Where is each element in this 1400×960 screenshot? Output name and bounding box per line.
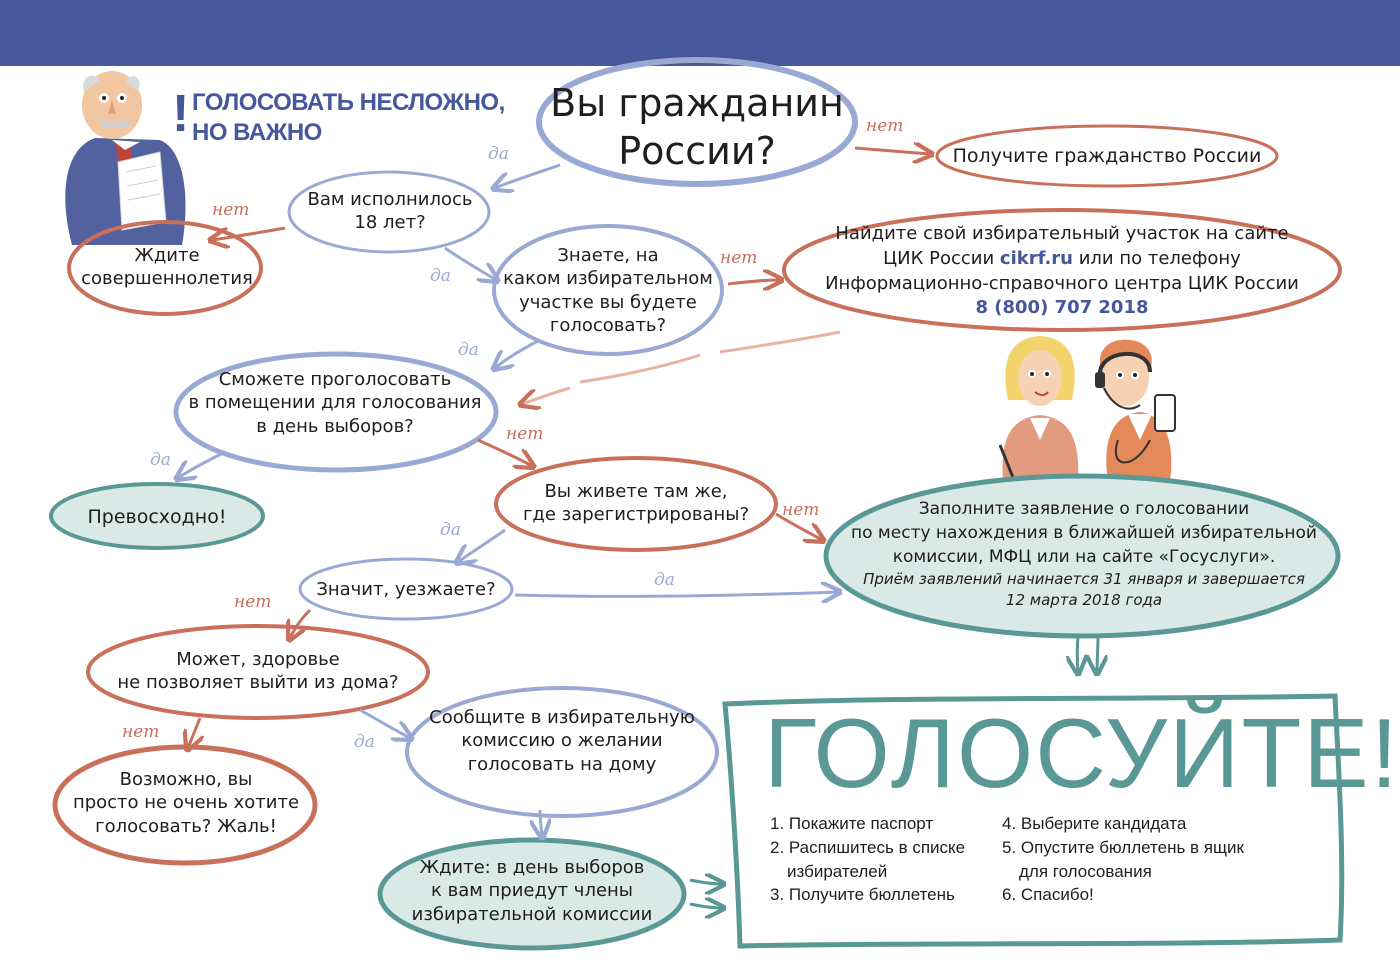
question-premises-line3: в день выборов? [256, 415, 414, 437]
question-premises-line2: в помещении для голосования [188, 392, 482, 414]
question-citizen [545, 80, 849, 175]
answer-find-station-line3: Информационно-справочного центра ЦИК России [825, 272, 1299, 294]
answer-tell-commission-line1: Сообщите в избирательную [429, 707, 695, 728]
answer-wait-members-line3: избирательной комиссии [411, 903, 653, 925]
question-residence-line1: Вы живете там же, [544, 481, 728, 502]
arrow-wait-to-vote-2 [690, 904, 722, 908]
question-premises-line1: Сможете проголосовать [218, 369, 452, 390]
arrow-station-no [728, 280, 780, 284]
answer-application-line1: Заполните заявление о голосовании [918, 499, 1250, 519]
vote-step-2: 2. Распишитесь в списке [770, 837, 966, 857]
question-citizen-line1: Вы гражданин [550, 81, 844, 125]
question-age-line2: 18 лет? [354, 212, 426, 234]
vote-step-5-cont: для голосования [1019, 861, 1152, 881]
answer-wait-adult-line2: совершеннолетия [81, 268, 253, 290]
question-citizen-line2: России? [618, 128, 776, 173]
arrow-leaving-no [290, 610, 310, 638]
headline-exclamation: ! [172, 85, 190, 143]
cikrf-site-link[interactable]: cikrf.ru [999, 247, 1073, 269]
answer-excellent: Превосходно! [87, 506, 227, 528]
question-residence-line2: где зарегистрированы? [522, 504, 750, 526]
arrow-age-yes [445, 248, 496, 280]
answer-wait-members-line1: Ждите: в день выборов [419, 857, 645, 878]
vote-step-1: 1. Покажите паспорт [770, 814, 934, 833]
answer-find-station [800, 222, 1324, 321]
answer-not-want-line2: просто не очень хотите [72, 792, 300, 814]
answer-tell-commission-line2: комиссию о желании [461, 730, 663, 752]
arrow-application-to-vote-1 [1077, 636, 1078, 672]
arrow-leaving-yes [515, 592, 838, 596]
vote-steps-right [1002, 812, 1302, 907]
label-yes-premises: да [150, 450, 171, 470]
label-yes-station: да [458, 340, 479, 360]
label-no-station: нет [720, 248, 758, 268]
label-yes-citizen: да [488, 144, 509, 164]
label-no-residence: нет [782, 500, 820, 520]
label-no-citizen: нет [866, 116, 904, 136]
question-station [498, 244, 718, 338]
vote-step-6: 6. Спасибо! [1002, 885, 1094, 905]
answer-application [838, 498, 1330, 611]
answer-not-want [66, 768, 306, 838]
answer-find-station-line1: Найдите свой избирательный участок на сайте [835, 223, 1289, 244]
vote-step-5: 5. Опустите бюллетень в ящик [1002, 837, 1244, 857]
answer-application-line2: по месту нахождения в ближайшей избирательной [851, 522, 1317, 543]
vote-step-3: 3. Получите бюллетень [770, 885, 955, 905]
label-no-age: нет [212, 200, 250, 220]
answer-find-station-prefix: ЦИК России [883, 247, 995, 269]
answer-wait-adult-line1: Ждите [134, 245, 200, 266]
question-residence [506, 480, 766, 527]
man-mascot-illustration [65, 71, 185, 245]
answer-wait-members-line2: к вам приедут члены [431, 880, 633, 902]
operator-mascot-illustration [1095, 340, 1175, 482]
answer-tell-commission-line3: голосовать на дому [467, 753, 657, 775]
vote-steps-left [770, 812, 990, 907]
answer-find-station-line2 [800, 247, 1324, 272]
arrow-station-yes [495, 340, 540, 368]
arrow-wait-to-vote-1 [690, 880, 722, 884]
answer-wait-adult [72, 244, 262, 291]
answer-not-want-line3: голосовать? Жаль! [95, 815, 277, 837]
answer-application-note-line1: Приём заявлений начинается 31 января и завершается [863, 570, 1305, 589]
question-health-line2: не позволяет выйти из дома? [117, 672, 399, 694]
label-yes-health: да [354, 732, 375, 752]
arrow-return-faint-2 [580, 355, 700, 382]
arrow-return-faint-3 [522, 388, 570, 404]
question-station-line3: участке вы будете [519, 291, 697, 313]
label-yes-residence: да [440, 520, 461, 540]
answer-wait-members [400, 856, 664, 926]
vote-step-4: 4. Выберите кандидата [1002, 814, 1187, 833]
question-station-line4: голосовать? [549, 315, 667, 337]
question-health-line1: Может, здоровье [176, 649, 340, 670]
answer-application-line3: комиссии, МФЦ или на сайте «Госуслуги». [892, 546, 1276, 567]
question-age [295, 188, 485, 235]
arrow-return-faint-1 [720, 332, 840, 352]
arrow-citizen-no [855, 148, 930, 154]
arrow-residence-yes [458, 530, 505, 562]
question-station-line2: каком избирательном [503, 268, 713, 290]
question-premises [182, 368, 488, 438]
arrow-health-no [188, 718, 200, 748]
woman-mascot-illustration [1000, 336, 1078, 480]
label-no-health: нет [122, 722, 160, 742]
answer-application-note-line2: 12 марта 2018 года [1005, 591, 1163, 610]
question-age-line1: Вам исполнилось [307, 189, 473, 210]
arrow-premises-yes [178, 452, 225, 478]
label-yes-leaving: да [654, 570, 675, 590]
answer-not-want-line1: Возможно, вы [119, 769, 253, 790]
label-yes-age: да [430, 266, 451, 286]
answer-get-citizenship: Получите гражданство России [952, 145, 1262, 167]
label-no-premises: нет [506, 424, 544, 444]
arrow-application-to-vote-2 [1097, 636, 1098, 672]
hotline-phone[interactable]: 8 (800) 707 2018 [975, 297, 1149, 319]
vote-title: ГОЛОСУЙТЕ! [764, 698, 1400, 808]
answer-tell-commission [420, 706, 704, 776]
question-health [96, 648, 420, 695]
answer-find-station-suffix: или по телефону [1078, 247, 1241, 269]
vote-step-2-cont: избирателей [787, 861, 888, 881]
headline-line2: НО ВАЖНО [192, 119, 322, 146]
headline-line1: ГОЛОСОВАТЬ НЕСЛОЖНО, [192, 89, 505, 116]
label-no-leaving: нет [234, 592, 272, 612]
headline [192, 88, 505, 148]
question-leaving: Значит, уезжаете? [316, 579, 496, 600]
question-station-line1: Знаете, на [557, 245, 659, 266]
